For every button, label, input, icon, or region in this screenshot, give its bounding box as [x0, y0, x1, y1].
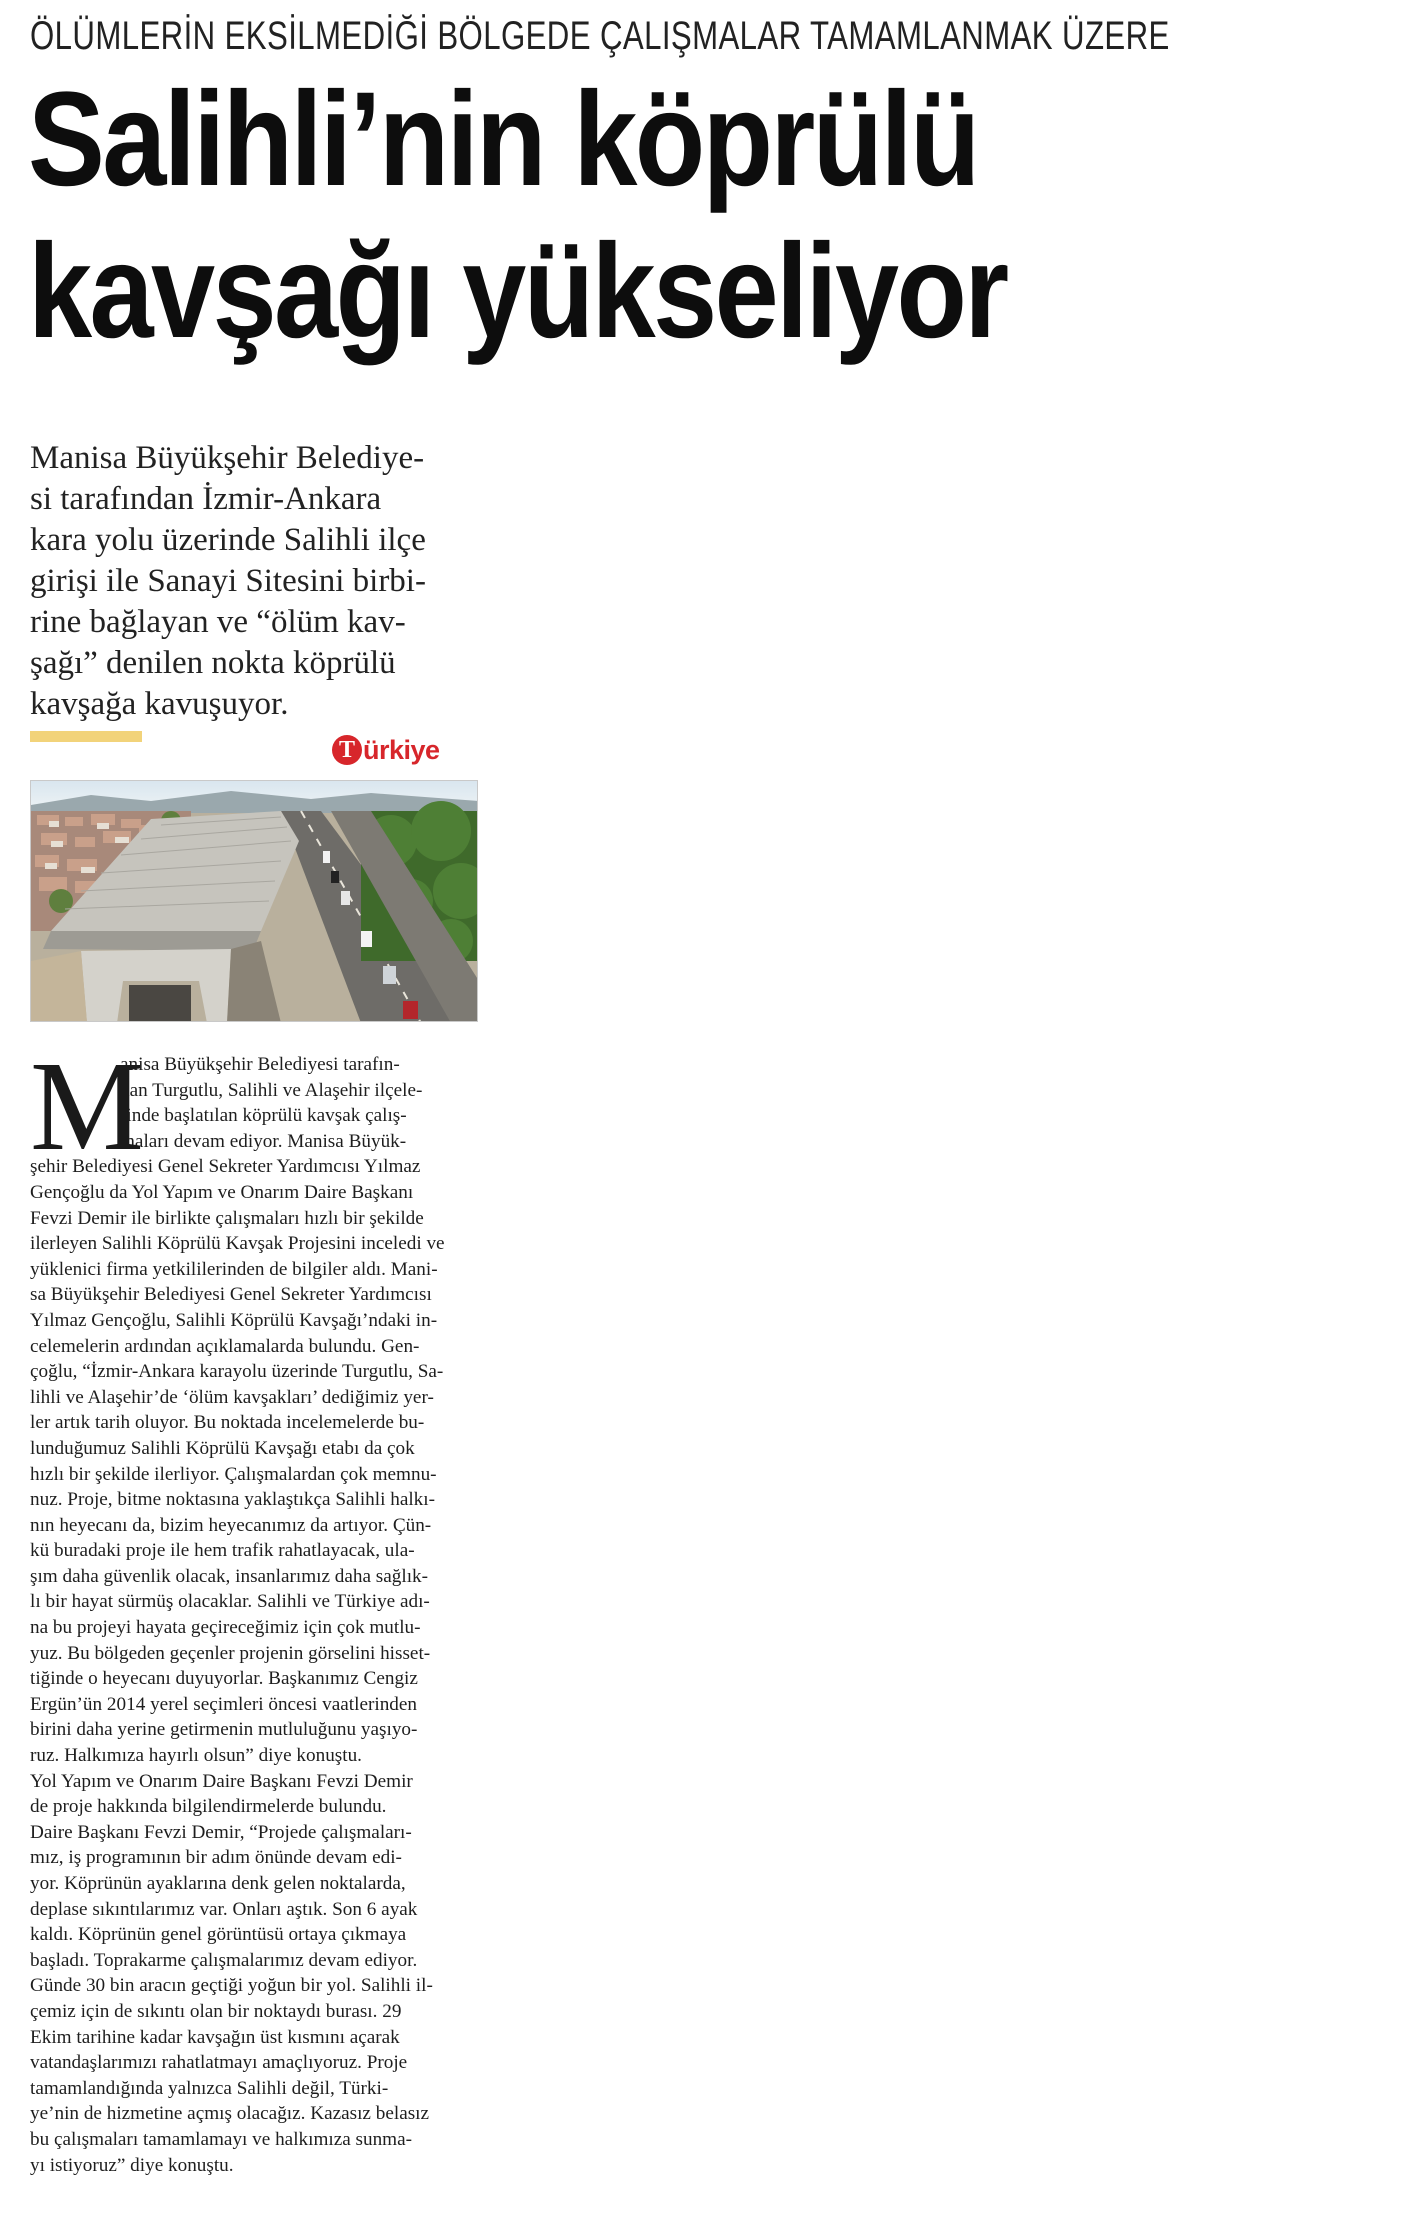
headline-line-2: kavşağı yükseliyor [28, 217, 1007, 366]
lead-line: kara yolu üzerinde Salihli ilçe [30, 522, 426, 558]
body-line: Yılmaz Gençoğlu, Salihli Köprülü Kavşağı’ndaki in- [30, 1309, 438, 1331]
body-line: yüklenici firma yetkililerinden de bilgiler aldı. Mani- [30, 1258, 438, 1280]
body-line: ruz. Halkımıza hayırlı olsun” diye konuştu. [30, 1745, 362, 1767]
article-kicker: ÖLÜMLERİN EKSİLMEDİĞİ BÖLGEDE ÇALIŞMALAR TAMAMLANMAK ÜZERE [30, 14, 1170, 58]
body-line: Gençoğlu da Yol Yapım ve Onarım Daire Başkanı [30, 1181, 414, 1203]
body-line: şım daha güvenlik olacak, insanlarımız daha sağlık- [30, 1565, 429, 1587]
body-line: rinde başlatılan köprülü kavşak çalış- [120, 1105, 407, 1127]
source-logo [332, 734, 482, 766]
accent-bar [30, 731, 142, 742]
body-line: hızlı bir şekilde ilerliyor. Çalışmalardan çok memnu- [30, 1463, 437, 1485]
article-body [30, 1035, 478, 2178]
body-line: başladı. Toprakarme çalışmalarımız devam ediyor. [30, 1949, 418, 1971]
article-lead [30, 438, 485, 725]
body-line: yuz. Bu bölgeden geçenler projenin görselini hisset- [30, 1642, 431, 1664]
body-line: lunduğumuz Salihli Köprülü Kavşağı etabı da çok [30, 1437, 415, 1459]
lead-line: rine bağlayan ve “ölüm kav- [30, 604, 406, 640]
logo-circle: T [332, 735, 362, 765]
headline-line-1: Salihli’nin köprülü [28, 65, 978, 214]
lead-line: şağı” denilen nokta köprülü [30, 645, 396, 681]
body-line: Ergün’ün 2014 yerel seçimleri öncesi vaatlerinden [30, 1693, 417, 1715]
body-line: lihli ve Alaşehir’de ‘ölüm kavşakları’ dediğimiz yer- [30, 1386, 434, 1408]
body-line: kü buradaki proje ile hem trafik rahatlayacak, ula- [30, 1540, 415, 1562]
body-line: Daire Başkanı Fevzi Demir, “Projede çalışmaları- [30, 1821, 412, 1843]
body-line: bu çalışmaları tamamlamayı ve halkımıza sunma- [30, 2128, 413, 2150]
lead-line: kavşağa kavuşuyor. [30, 686, 289, 722]
body-line: Yol Yapım ve Onarım Daire Başkanı Fevzi Demir [30, 1770, 413, 1792]
body-line: de proje hakkında bilgilendirmelerde bulundu. [30, 1796, 387, 1818]
article-headline [28, 64, 1198, 368]
body-line: lı bir hayat sürmüş olacaklar. Salihli ve Türkiye adı- [30, 1591, 430, 1613]
body-line: sa Büyükşehir Belediyesi Genel Sekreter Yardımcısı [30, 1284, 432, 1306]
body-line: birini daha yerine getirmenin mutluluğunu yaşıyo- [30, 1719, 418, 1741]
body-line: anisa Büyükşehir Belediyesi tarafın- [120, 1054, 400, 1075]
body-line: Ekim tarihine kadar kavşağın üst kısmını açarak [30, 2026, 400, 2048]
body-line: çemiz için de sıkıntı olan bir noktaydı burası. 29 [30, 2000, 402, 2022]
body-line: celemelerin ardından açıklamalarda bulundu. Gen- [30, 1335, 420, 1357]
body-line: yı istiyoruz” diye konuştu. [30, 2154, 234, 2176]
body-line: yor. Köprünün ayaklarına denk gelen noktalarda, [30, 1873, 406, 1894]
body-line: ye’nin de hizmetine açmış olacağız. Kazasız belasız [30, 2103, 430, 2125]
body-line: ler artık tarih oluyor. Bu noktada incelemelerde bu- [30, 1412, 425, 1434]
body-line: nın heyecanı da, bizim heyecanımız da artıyor. Çün- [30, 1514, 432, 1536]
lead-line: Manisa Büyükşehir Belediye- [30, 440, 425, 476]
body-line: ilerleyen Salihli Köprülü Kavşak Projesini inceledi ve [30, 1233, 445, 1255]
logo-text: ürkiye [363, 734, 440, 765]
body-line: kaldı. Köprünün genel görüntüsü ortaya çıkmaya [30, 1924, 407, 1946]
body-line: çoğlu, “İzmir-Ankara karayolu üzerinde Turgutlu, Sa- [30, 1361, 444, 1383]
body-line: vatandaşlarımızı rahatlatmayı amaçlıyoruz. Proje [30, 2052, 408, 2074]
lead-line: si tarafından İzmir-Ankara [30, 481, 382, 517]
body-line: nuz. Proje, bitme noktasına yaklaştıkça Salihli halkı- [30, 1489, 435, 1511]
body-line: tamamlandığında yalnızca Salihli değil, Türki- [30, 2077, 389, 2099]
body-line: na bu projeyi hayata geçireceğimiz için çok mutlu- [30, 1617, 421, 1639]
bridge-construction-photo [30, 780, 478, 1022]
body-line: tiğinde o heyecanı duyuyorlar. Başkanımız Cengiz [30, 1668, 418, 1690]
lead-line: girişi ile Sanayi Sitesini birbi- [30, 563, 426, 599]
body-line: Fevzi Demir ile birlikte çalışmaları hızlı bir şekilde [30, 1207, 424, 1229]
body-line: şehir Belediyesi Genel Sekreter Yardımcısı Yılmaz [30, 1156, 421, 1178]
drop-cap: M [30, 1035, 144, 1177]
body-line: maları devam ediyor. Manisa Büyük- [120, 1130, 407, 1152]
body-line: dan Turgutlu, Salihli ve Alaşehir ilçele- [120, 1079, 423, 1101]
body-line: mız, iş programının bir adım önünde devam edi- [30, 1847, 402, 1869]
body-line: deplase sıkıntılarımız var. Onları aştık. Son 6 ayak [30, 1898, 418, 1920]
body-line: Günde 30 bin aracın geçtiği yoğun bir yol. Salihli il- [30, 1975, 433, 1997]
